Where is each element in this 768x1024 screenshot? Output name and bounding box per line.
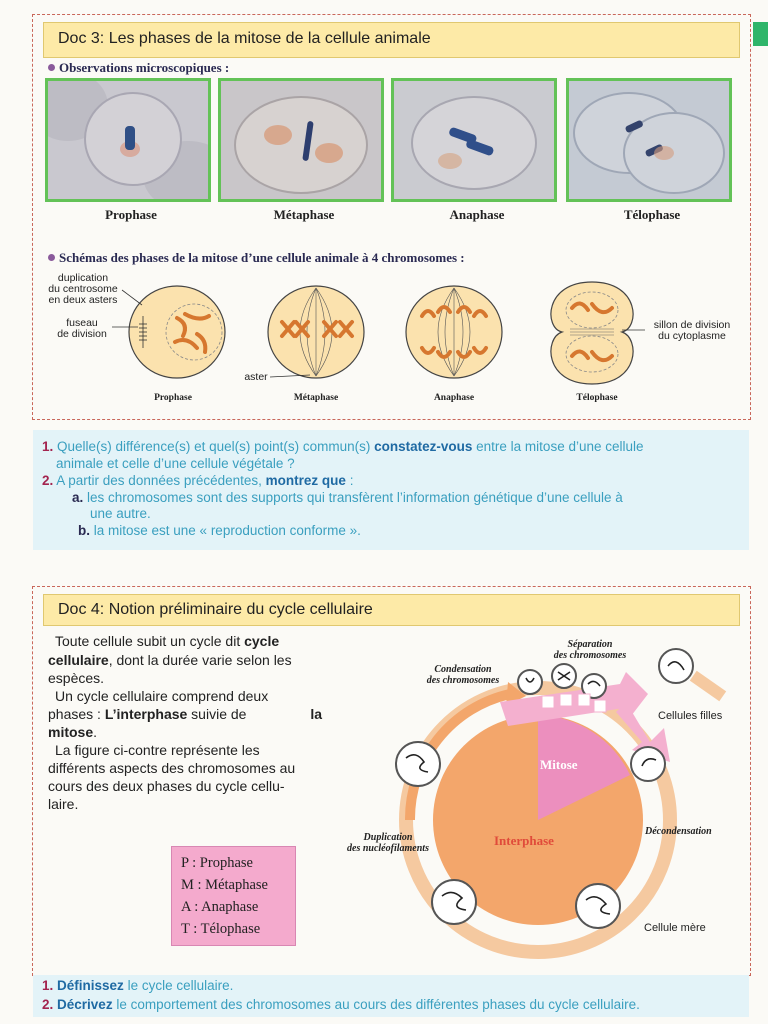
phase-letter-p: P bbox=[545, 697, 552, 708]
schema-caption-metaphase: Métaphase bbox=[293, 393, 339, 403]
phase-legend bbox=[171, 846, 296, 946]
doc4-line-7: La figure ci-contre représente les bbox=[55, 742, 260, 758]
photo-caption-anaphase: Anaphase bbox=[449, 207, 505, 222]
question-3-1: 1. Quelle(s) différence(s) et quel(s) point(s) commun(s) constatez-vous entre la mitose d’une cellule bbox=[42, 439, 644, 454]
annotation-duplication: duplication du centrosome en deux asters bbox=[48, 272, 118, 306]
label-decondensation: Décondensation bbox=[645, 826, 712, 837]
label-separation: Séparation des chromosomes bbox=[553, 639, 627, 661]
photo-caption-prophase: Prophase bbox=[105, 207, 157, 222]
annotation-fuseau: fuseau de division bbox=[57, 317, 107, 340]
phase-letter-m: M bbox=[562, 695, 571, 706]
doc4-line-8: différents aspects des chromosomes au bbox=[48, 760, 296, 776]
schema-caption-anaphase: Anaphase bbox=[433, 393, 475, 403]
label-cellules-filles: Cellules filles bbox=[658, 710, 723, 722]
schema-caption-prophase: Prophase bbox=[154, 393, 192, 403]
photo-caption-telophase: Télophase bbox=[623, 207, 681, 222]
label-cellule-mere: Cellule mère bbox=[644, 922, 706, 934]
annotation-leader-lines bbox=[0, 0, 768, 420]
doc4-line-3: espèces. bbox=[48, 670, 105, 686]
question-4-2: 2. Décrivez le comportement des chromosomes au cours des différentes phases du cycle cellulaire. bbox=[42, 997, 640, 1012]
schema-caption-telophase: Télophase bbox=[576, 393, 618, 403]
legend-telophase: T : Télophase bbox=[181, 921, 261, 937]
observations-text: Observations microscopiques : bbox=[59, 60, 230, 75]
doc4-title: Doc 4: Notion préliminaire du cycle cellulaire bbox=[58, 601, 373, 618]
doc4-line-6: mitose. bbox=[48, 724, 98, 740]
phase-letter-a: A bbox=[580, 695, 588, 706]
annotation-sillon: sillon de division du cytoplasme bbox=[653, 319, 731, 342]
label-interphase: Interphase bbox=[494, 833, 554, 848]
doc3-title: Doc 3: Les phases de la mitose de la cellule animale bbox=[58, 30, 431, 47]
doc4-line-4: Un cycle cellulaire comprend deux bbox=[55, 688, 269, 704]
cell-cycle-diagram bbox=[330, 630, 740, 970]
doc4-line-9: cours des deux phases du cycle cellu- bbox=[48, 778, 285, 794]
doc4-line-2: cellulaire, dont la durée varie selon les bbox=[48, 652, 292, 668]
question-3-2: 2. A partir des données précédentes, montrez que : bbox=[42, 473, 354, 488]
doc4-line-10: laire. bbox=[48, 796, 79, 812]
question-3-2a-line2: une autre. bbox=[90, 506, 151, 521]
question-3-2a: a. les chromosomes sont des supports qui transfèrent l’information génétique d’une cellule à bbox=[72, 490, 623, 505]
label-duplication: Duplication des nucléofilaments bbox=[347, 832, 429, 854]
question-3-2b: b. la mitose est une « reproduction conforme ». bbox=[78, 523, 361, 538]
annotation-aster: aster bbox=[244, 371, 268, 383]
legend-anaphase: A : Anaphase bbox=[181, 899, 259, 915]
label-mitose: Mitose bbox=[540, 757, 578, 772]
photo-caption-metaphase: Métaphase bbox=[273, 207, 335, 222]
question-3-1-line2: animale et celle d’une cellule végétale ? bbox=[56, 456, 295, 471]
legend-metaphase: M : Métaphase bbox=[181, 877, 268, 893]
schemas-text: Schémas des phases de la mitose d’une cellule animale à 4 chromosomes : bbox=[59, 250, 465, 265]
doc4-line-5: phases : L’interphase suivie de la bbox=[48, 706, 322, 722]
label-condensation: Condensation des chromosomes bbox=[426, 664, 500, 686]
doc4-header bbox=[43, 594, 740, 626]
legend-prophase: P : Prophase bbox=[181, 855, 253, 871]
doc4-line-1: Toute cellule subit un cycle dit cycle bbox=[55, 633, 280, 649]
question-4-1: 1. Définissez le cycle cellulaire. bbox=[42, 978, 234, 993]
phase-letter-t: T bbox=[596, 701, 603, 712]
